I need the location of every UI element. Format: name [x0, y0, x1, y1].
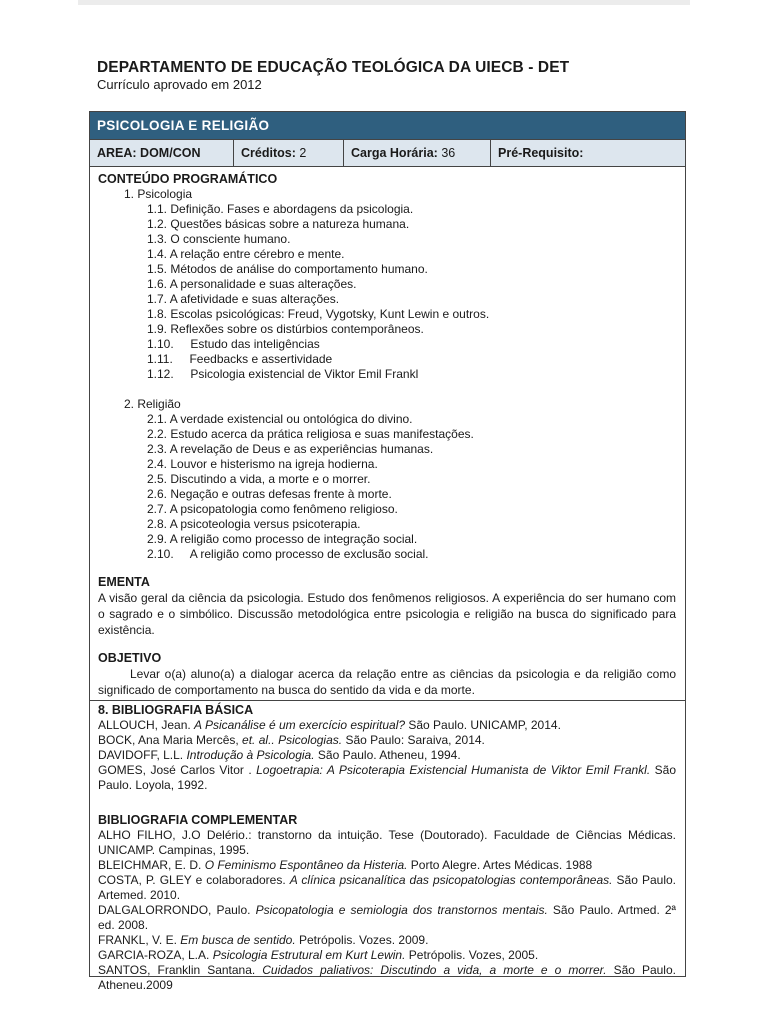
list-item: 2.4. Louvor e histerismo na igreja hodierna.: [147, 457, 378, 471]
list-item: 2.6. Negação e outras defesas frente à morte.: [147, 487, 392, 501]
bib-title: Logoetrapia: A Psicoterapia Existencial Humanista de Viktor Emil Frankl.: [256, 763, 651, 777]
prereq-cell: [491, 140, 685, 166]
list-item: 2.9. A religião como processo de integração social.: [147, 532, 418, 546]
bib-author: DALGALORRONDO, Paulo.: [98, 903, 256, 917]
program-heading: CONTEÚDO PROGRAMÁTICO: [98, 172, 278, 186]
bib-author: BLEICHMAR, E. D.: [98, 858, 205, 872]
bib-publication: São Paulo: Saraiva, 2014.: [342, 733, 485, 747]
bibliography-entry: [98, 828, 676, 858]
bibliography-entry: [98, 718, 676, 733]
list-item: 2.8. A psicoteologia versus psicoterapia.: [147, 517, 361, 531]
bib-publication: Porto Alegre. Artes Médicas. 1988: [407, 858, 593, 872]
list-item: 1.1. Definição. Fases e abordagens da psicologia.: [147, 202, 414, 216]
bib-publication: São Paulo. UNICAMP, 2014.: [405, 718, 561, 732]
bib-title: Introdução à Psicologia.: [186, 748, 315, 762]
hours-cell: [344, 140, 491, 166]
bib-title: Cuidados paliativos: Discutindo a vida, a morte e o morrer.: [262, 963, 607, 977]
list-item: 2.10. A religião como processo de exclusão social.: [147, 547, 429, 561]
credits-value: 2: [299, 146, 307, 160]
list-item: 1.6. A personalidade e suas alterações.: [147, 277, 357, 291]
course-info-row: [90, 139, 685, 167]
objetivo-heading: OBJETIVO: [98, 651, 162, 665]
bib-publication: São Paulo. Atheneu, 1994.: [314, 748, 461, 762]
course-card: [89, 111, 686, 992]
bib-basic-list: [98, 718, 676, 793]
hours-label: Carga Horária:: [351, 146, 438, 160]
bib-publication: São Paulo. Artemed. 2010.: [98, 873, 676, 902]
list-item: 1.8. Escolas psicológicas: Freud, Vygotsky, Kunt Lewin e outros.: [147, 307, 490, 321]
bib-author: ALLOUCH, Jean.: [98, 718, 195, 732]
objetivo-text: Levar o(a) aluno(a) a dialogar acerca da relação entre as ciências da psicologia e da religião como significado de comportamento na busca do sentido da vida e da morte.: [98, 667, 676, 697]
list-item: 2.1. A verdade existencial ou ontológica do divino.: [147, 412, 413, 426]
bibliography-entry: [98, 948, 676, 963]
list-item: 1.11. Feedbacks e assertividade: [147, 352, 333, 366]
list-item: 1.10. Estudo das inteligências: [147, 337, 320, 351]
bib-author: FRANKL, V. E.: [98, 933, 181, 947]
bib-author: DAVIDOFF, L.L.: [98, 748, 187, 762]
list-item: 1.2. Questões básicas sobre a natureza humana.: [147, 217, 410, 231]
bib-title: A clínica psicanalítica das psicopatologias contemporâneas.: [289, 873, 613, 887]
list-item: 2.3. A revelação de Deus e as experiências humanas.: [147, 442, 434, 456]
course-title: PSICOLOGIA E RELIGIÃO: [90, 112, 685, 139]
bib-publication: São Paulo. Artmed. 2ª ed. 2008.: [98, 903, 676, 932]
list-item: 2.7. A psicopatologia como fenômeno religioso.: [147, 502, 398, 516]
bib-publication: São Paulo. Atheneu.2009: [98, 963, 676, 992]
topic1-list: [98, 202, 676, 382]
course-body: [90, 167, 685, 993]
bibliography-entry: [98, 903, 676, 933]
topic2-list: [98, 412, 676, 562]
bibliography-entry: [98, 873, 676, 903]
list-item: 1.3. O consciente humano.: [147, 232, 291, 246]
bibliography-entry: [98, 733, 676, 748]
curriculum-subtitle: Currículo aprovado em 2012: [97, 77, 262, 92]
area-label: AREA: DOM/CON: [97, 146, 201, 160]
bib-author: GARCIA-ROZA, L.A.: [98, 948, 213, 962]
hours-value: 36: [441, 146, 456, 160]
bib-basic-heading: 8. BIBLIOGRAFIA BÁSICA: [98, 703, 254, 717]
list-item: 1.5. Métodos de análise do comportamento humano.: [147, 262, 428, 276]
ementa-heading: EMENTA: [98, 575, 150, 589]
list-item: 1.7. A afetividade e suas alterações.: [147, 292, 340, 306]
bibliography-entry: [98, 933, 676, 948]
top-edge-bar: [78, 0, 690, 5]
bib-publication: Petrópolis. Vozes, 2005.: [405, 948, 539, 962]
bib-title: A Psicanálise é um exercício espiritual?: [194, 718, 406, 732]
credits-label: Créditos:: [241, 146, 296, 160]
department-title: DEPARTAMENTO DE EDUCAÇÃO TEOLÓGICA DA UIECB - DET: [97, 59, 570, 76]
bib-author: ALHO FILHO, J.O Delério.: transtorno da intuição. Tese (Doutorado). Faculdade de Ciências Médicas. UNICAMP. Campinas, 1995.: [98, 828, 676, 857]
bib-author: GOMES, José Carlos Vitor .: [98, 763, 257, 777]
bibliography-entry: [98, 748, 676, 763]
bib-title: Em busca de sentido.: [180, 933, 296, 947]
ementa-text: A visão geral da ciência da psicologia. Estudo dos fenômenos religiosos. A experiência do ser humano com o sagrado e o simbólico. Discussão metodológica entre psicologia e religião na busca do significado para existência.: [98, 591, 676, 637]
bib-publication: São Paulo. Loyola, 1992.: [98, 763, 676, 792]
area-cell: [90, 140, 234, 166]
bib-author: COSTA, P. GLEY e colaboradores.: [98, 873, 290, 887]
topic-psicologia: 1. Psicologia: [124, 187, 193, 201]
list-item: 1.9. Reflexões sobre os distúrbios contemporâneos.: [147, 322, 424, 336]
bib-author: BOCK, Ana Maria Mercês,: [98, 733, 243, 747]
prereq-label: Pré-Requisito:: [498, 146, 584, 160]
list-item: 2.2. Estudo acerca da prática religiosa e suas manifestações.: [147, 427, 474, 441]
list-item: 1.4. A relação entre cérebro e mente.: [147, 247, 345, 261]
bib-title: O Feminismo Espontâneo da Histeria.: [204, 858, 408, 872]
bibliography-entry: [98, 763, 676, 793]
section-divider: [90, 700, 685, 701]
bib-title: et. al.. Psicologias.: [242, 733, 343, 747]
bib-title: Psicologia Estrutural em Kurt Lewin.: [212, 948, 406, 962]
page-header: [97, 58, 697, 93]
bibliography-entry: [98, 963, 676, 993]
bib-title: Psicopatologia e semiologia dos transtornos mentais.: [255, 903, 548, 917]
topic-religiao: 2. Religião: [124, 397, 181, 411]
bib-publication: Petrópolis. Vozes. 2009.: [295, 933, 429, 947]
bib-author: SANTOS, Franklin Santana.: [98, 963, 263, 977]
bib-comp-list: [98, 828, 676, 993]
bib-comp-heading: BIBLIOGRAFIA COMPLEMENTAR: [98, 813, 298, 827]
bibliography-entry: [98, 858, 676, 873]
credits-cell: [234, 140, 344, 166]
list-item: 1.12. Psicologia existencial de Viktor Emil Frankl: [147, 367, 419, 381]
list-item: 2.5. Discutindo a vida, a morte e o morrer.: [147, 472, 371, 486]
